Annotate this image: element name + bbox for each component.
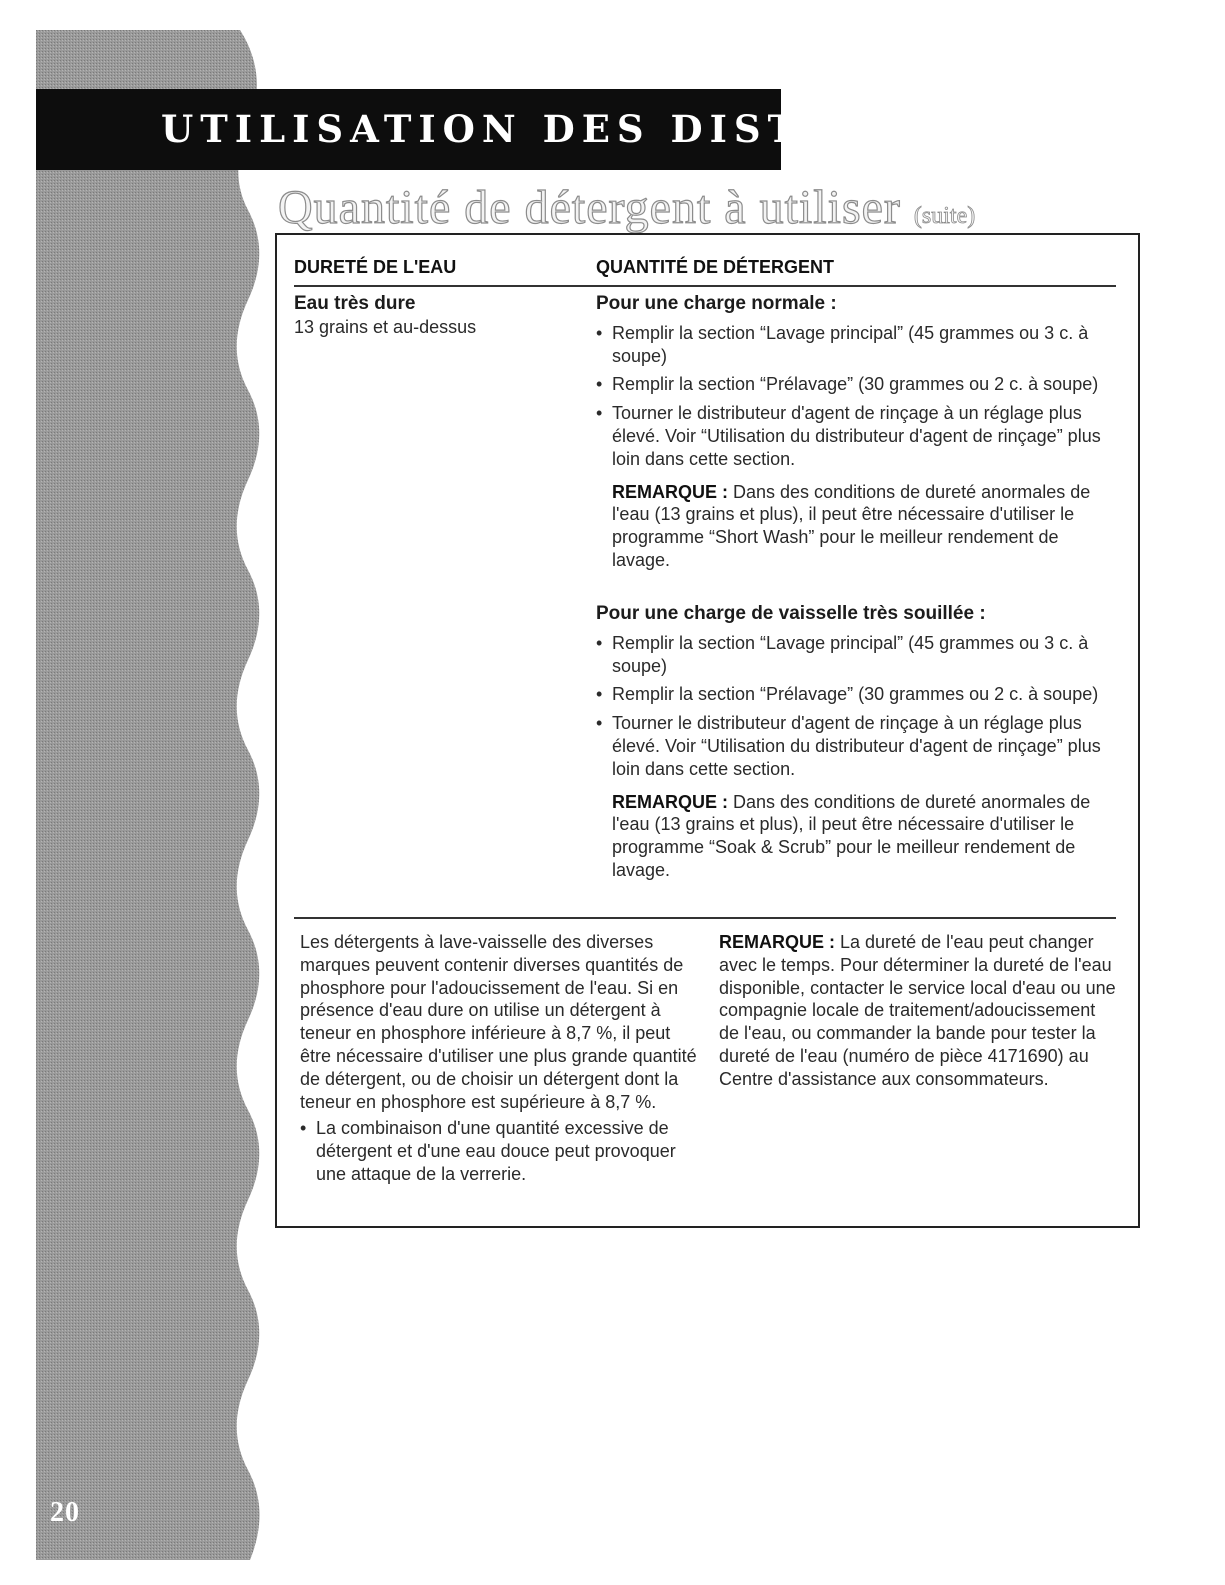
note-text: Dans des conditions de dureté anormales de l'eau (13 grains et plus), il peut être nécessaire d'utiliser le programme “Short Wash” pour le meilleur rendement de lavage.	[612, 481, 1091, 570]
heavy-load-note	[596, 791, 1121, 882]
list-item-text: La combinaison d'une quantité excessive de détergent et d'une eau douce peut provoquer une attaque de la verrerie.	[316, 1118, 676, 1184]
note-label: REMARQUE :	[719, 932, 835, 952]
page-number: 20	[50, 1497, 80, 1528]
normal-load-list	[596, 322, 1121, 471]
list-item-text: Remplir la section “Lavage principal” (45 grammes ou 3 c. à soupe)	[612, 632, 1089, 676]
page-title: UTILISATION DES DISTRIBUTEURS	[161, 107, 1123, 151]
bullet-icon: •	[300, 1118, 307, 1139]
note-text: Dans des conditions de dureté anormales de l'eau (13 grains et plus), il peut être nécessaire d'utiliser le programme “Soak & Scrub” pour le meilleur rendement de lavage.	[612, 791, 1091, 880]
list-item	[596, 402, 1121, 470]
heavy-load-section	[596, 603, 1121, 882]
list-item-text: Remplir la section “Prélavage” (30 grammes ou 2 c. à soupe)	[612, 374, 1099, 395]
list-item-text: Tourner le distributeur d'agent de rinçage à un réglage plus élevé. Voir “Utilisation du distributeur d'agent de rinçage” plus loin dans cette section.	[612, 403, 1101, 469]
normal-load-heading: Pour une charge normale :	[596, 293, 837, 314]
list-item	[596, 373, 1121, 396]
list-item	[596, 712, 1121, 780]
list-item-text: Remplir la section “Lavage principal” (45 grammes ou 3 c. à soupe)	[612, 322, 1089, 366]
heavy-load-list	[596, 632, 1121, 781]
subtitle-text: Quantité de détergent à utiliser	[278, 181, 901, 234]
list-item-text: Tourner le distributeur d'agent de rinçage à un réglage plus élevé. Voir “Utilisation du distributeur d'agent de rinçage” plus loin dans cette section.	[612, 713, 1101, 779]
decorative-sidebar	[0, 0, 290, 1560]
phosphate-paragraph: Les détergents à lave-vaisselle des diverses marques peuvent contenir diverses quantités de phosphore pour l'adoucissement de l'eau. Si en présence d'eau dure on utilise un détergent à teneur en phosphore inférieure à 8,7 %, il peut être nécessaire d'utiliser une plus grande quantité de détergent, ou de choisir un détergent dont la teneur en phosphore est supérieure à 8,7 %.	[300, 932, 697, 1112]
normal-load-section	[596, 293, 1121, 572]
column-header-hardness: DURETÉ DE L'EAU	[294, 257, 457, 277]
subtitle-suffix: (suite)	[913, 203, 976, 229]
footer-right	[719, 931, 1119, 1091]
heavy-load-heading: Pour une charge de vaisselle très souillée :	[596, 603, 986, 624]
note-label: REMARQUE :	[612, 791, 728, 812]
bullet-icon: •	[596, 374, 603, 395]
list-item-text: Remplir la section “Prélavage” (30 grammes ou 2 c. à soupe)	[612, 684, 1099, 705]
footer-left	[300, 931, 705, 1192]
bullet-icon: •	[596, 713, 603, 734]
list-item	[300, 1117, 705, 1185]
normal-load-note	[596, 481, 1121, 572]
hardness-title: Eau très dure	[294, 293, 416, 314]
column-header-detergent: QUANTITÉ DE DÉTERGENT	[596, 257, 835, 277]
note-text: La dureté de l'eau peut changer avec le temps. Pour déterminer la dureté de l'eau disponible, contacter le service local d'eau ou une compagnie locale de traitement/adoucissement de l'eau, ou commander la bande pour tester la dureté de l'eau (numéro de pièce 4171690) au Centre d'assistance aux consommateurs.	[719, 932, 1116, 1089]
hardness-value: 13 grains et au-dessus	[294, 316, 477, 337]
footer-list	[300, 1117, 705, 1185]
bullet-icon: •	[596, 632, 603, 653]
section-subtitle	[278, 180, 975, 235]
hardness-note	[719, 931, 1119, 1091]
hardness-cell	[294, 293, 584, 339]
header-divider	[294, 285, 1116, 287]
list-item	[596, 322, 1121, 368]
bullet-icon: •	[596, 403, 603, 424]
note-label: REMARQUE :	[612, 481, 728, 502]
bullet-icon: •	[596, 684, 603, 705]
footer-divider	[294, 917, 1116, 919]
list-item	[596, 683, 1121, 706]
list-item	[596, 632, 1121, 678]
bullet-icon: •	[596, 322, 603, 343]
